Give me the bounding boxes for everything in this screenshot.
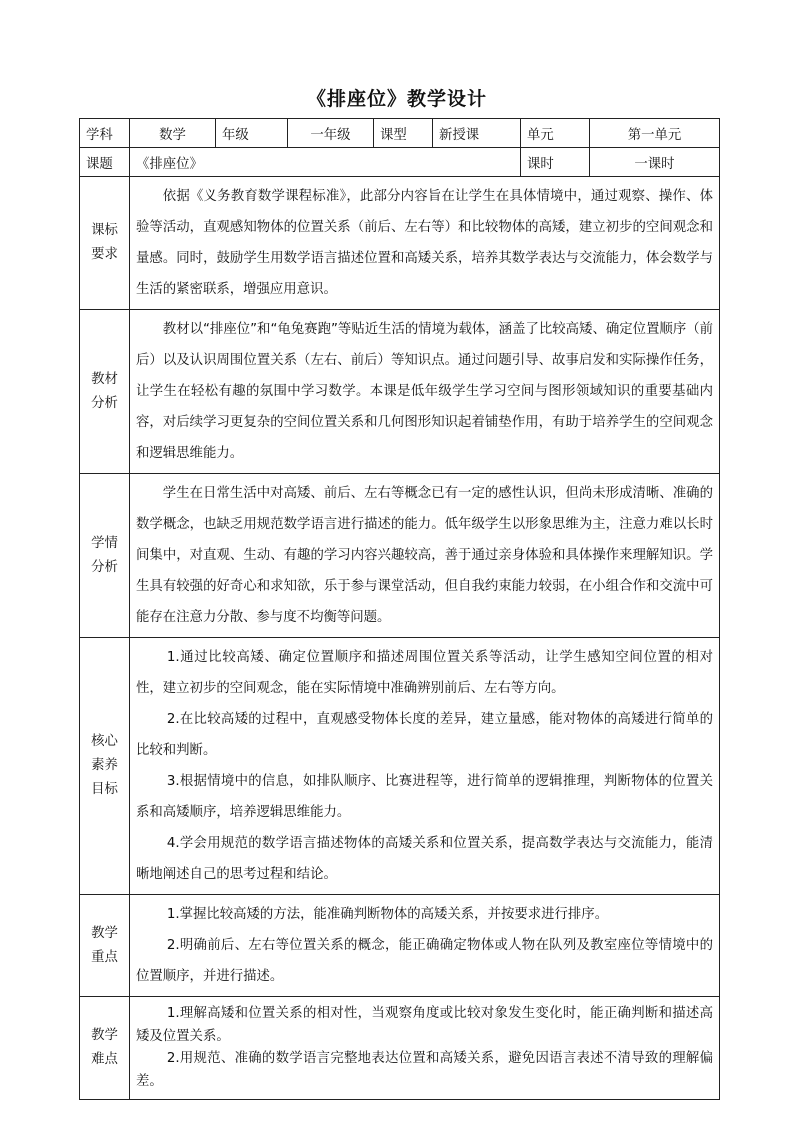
students-label-line2: 分析: [91, 559, 118, 575]
goals-label-line1: 核心: [91, 734, 118, 749]
key-points-label-line1: 教学: [91, 925, 118, 941]
difficulty-item-1: 1.理解高矮和位置关系的相对性，当观察角度或比较对象发生变化时，能正确判断和描述高矮及位置关系。: [136, 1006, 713, 1044]
course-type-label: 课型: [374, 119, 433, 148]
students-text: 学生在日常生活中对高矮、前后、左右等概念已有一定的感性认识，但尚未形成清晰、准确的数学概念，也缺乏用规范数学语言进行描述的能力。低年级学生以形象思维为主，注意力难以长时间集中，对直观、生动、有趣的学习内容兴趣较高，善于通过亲身体验和具体操作来理解知识。学生具有较强的好奇心和求知欲，乐于参与课堂活动，但自我约束能力较弱，在小组合作和交流中可能存在注意力分散、参与度不均衡等问题。: [136, 486, 713, 625]
goal-item-4: 4.学会用规范的数学语言描述物体的高矮关系和位置关系，提高数学表达与交流能力，能清晰地阐述自己的思考过程和结论。: [136, 836, 713, 882]
class-hours-label: 课时: [521, 148, 590, 177]
course-type-value: 新授课: [433, 119, 521, 148]
goal-item-3: 3.根据情境中的信息，如排队顺序、比赛进程等，进行简单的逻辑推理，判断物体的位置关系和高矮顺序，培养逻辑思维能力。: [136, 774, 713, 820]
lesson-plan-table: [79, 118, 720, 1100]
topic-value: 《排座位》: [130, 148, 521, 177]
difficulties-label: [80, 997, 130, 1100]
material-label-line1: 教材: [91, 371, 118, 387]
difficulties-content: [130, 997, 720, 1100]
key-points-row: [80, 895, 720, 997]
grade-value: 一年级: [288, 119, 374, 148]
standards-label-line2: 要求: [91, 247, 118, 262]
class-hours-value: 一课时: [590, 148, 720, 177]
standards-row: [80, 177, 720, 310]
goals-row: [80, 638, 720, 895]
material-row: [80, 310, 720, 474]
subject-value: 数学: [130, 119, 216, 148]
students-label-line1: 学情: [91, 535, 118, 551]
material-content: [130, 310, 720, 474]
key-point-item-1: 1.掌握比较高矮的方法，能准确判断物体的高矮关系，并按要求进行排序。: [166, 907, 609, 922]
goal-item-2: 2.在比较高矮的过程中，直观感受物体长度的差异，建立量感，能对物体的高矮进行简单的比较和判断。: [136, 712, 713, 758]
topic-row: [80, 148, 720, 177]
standards-label-line1: 课标: [91, 223, 118, 238]
key-points-content: [130, 895, 720, 997]
key-point-item-2: 2.明确前后、左右等位置关系的概念，能正确确定物体或人物在队列及教室座位等情境中的位置顺序，并进行描述。: [136, 938, 713, 984]
students-content: [130, 474, 720, 638]
standards-text: 依据《义务教育数学课程标准》，此部分内容旨在让学生在具体情境中，通过观察、操作、体验等活动，直观感知物体的位置关系（前后、左右等）和比较物体的高矮，建立初步的空间观念和量感。同时，鼓励学生用数学语言描述位置和高矮关系，培养其数学表达与交流能力，体会数学与生活的紧密联系，增强应用意识。: [136, 189, 713, 297]
info-row: [80, 119, 720, 148]
difficulty-item-2: 2.用规范、准确的数学语言完整地表达位置和高矮关系，避免因语言表述不清导致的理解偏差。: [136, 1051, 713, 1089]
difficulties-label-line1: 教学: [91, 1028, 118, 1043]
material-label-line2: 分析: [91, 395, 118, 411]
grade-label: 年级: [216, 119, 288, 148]
goals-label-line3: 目标: [91, 782, 118, 797]
difficulties-label-line2: 难点: [91, 1052, 118, 1067]
material-text: 教材以“排座位”和“龟兔赛跑”等贴近生活的情境为载体，涵盖了比较高矮、确定位置顺序（前后）以及认识周围位置关系（左右、前后）等知识点。通过问题引导、故事启发和实际操作任务，让学生在轻松有趣的氛围中学习数学。本课是低年级学生学习空间与图形领域知识的重要基础内容，对后续学习更复杂的空间位置关系和几何图形知识起着铺垫作用，有助于培养学生的空间观念和逻辑思维能力。: [136, 322, 713, 461]
standards-content: [130, 177, 720, 310]
goals-label-line2: 素养: [91, 758, 118, 773]
goals-label: [80, 638, 130, 895]
difficulties-row: [80, 997, 720, 1100]
key-points-label-line2: 重点: [91, 949, 118, 965]
material-label: [80, 310, 130, 474]
goals-content: [130, 638, 720, 895]
unit-label: 单元: [521, 119, 590, 148]
key-points-label: [80, 895, 130, 997]
standards-label: [80, 177, 130, 310]
students-row: [80, 474, 720, 638]
unit-value: 第一单元: [590, 119, 720, 148]
goal-item-1: 1.通过比较高矮、确定位置顺序和描述周围位置关系等活动，让学生感知空间位置的相对性，建立初步的空间观念，能在实际情境中准确辨别前后、左右等方向。: [136, 650, 713, 696]
subject-label: 学科: [80, 119, 130, 148]
topic-label: 课题: [80, 148, 130, 177]
students-label: [80, 474, 130, 638]
document-title: 《排座位》教学设计: [306, 88, 487, 110]
